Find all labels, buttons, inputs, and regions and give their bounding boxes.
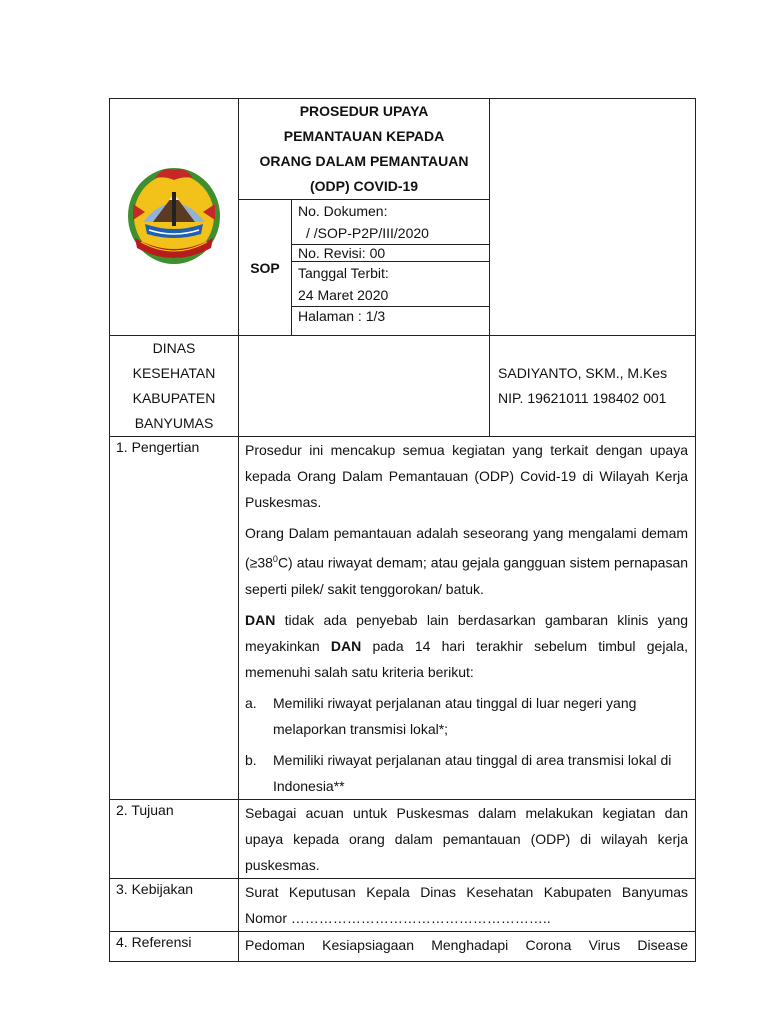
pengertian-paragraph-3 <box>245 607 688 685</box>
organization-cell <box>110 336 239 437</box>
org-line: BANYUMAS <box>134 415 214 431</box>
p2-part-b: C) atau riwayat demam; atau gejala gangguan sistem pernapasan seperti pilek/ sakit tenggorokan/ batuk. <box>245 554 689 597</box>
logo-cell <box>110 99 239 336</box>
pengertian-paragraph-2 <box>245 520 688 602</box>
tanggal-terbit-value: 24 Maret 2020 <box>298 287 389 303</box>
section-content-pengertian <box>239 437 696 800</box>
no-dokumen <box>292 200 490 245</box>
sop-table <box>109 98 696 962</box>
org-line: KESEHATAN <box>132 365 216 381</box>
section-content-referensi <box>239 931 696 961</box>
criteria-marker: a. <box>245 694 257 711</box>
header-empty-cell <box>490 99 696 336</box>
tujuan-text: Sebagai acuan untuk Puskesmas dalam melakukan kegiatan dan upaya kepada orang dalam pemantauan (ODP) di wilayah kerja puskesmas. <box>245 804 689 873</box>
p3-part-a: tidak ada penyebab lain berdasarkan gambaran klinis yang meyakinkan <box>245 611 689 654</box>
criteria-text: Memiliki riwayat perjalanan atau tinggal di luar negeri yang melaporkan transmisi lokal*; <box>273 694 637 737</box>
tanggal-terbit-label: Tanggal Terbit: <box>298 265 389 281</box>
section-content-kebijakan <box>239 878 696 931</box>
title-line: PROSEDUR UPAYA <box>299 103 429 119</box>
no-dokumen-value: / /SOP-P2P/III/2020 <box>306 225 429 241</box>
signatory-nip: NIP. 19621011 198402 001 <box>498 390 667 406</box>
criteria-text: Memiliki riwayat perjalanan atau tinggal di area transmisi lokal di Indonesia** <box>273 751 672 794</box>
p3-part-b: pada 14 hari terakhir sebelum timbul gejala, memenuhi salah satu kriteria berikut: <box>245 637 689 680</box>
title-line: PEMANTAUAN KEPADA <box>283 128 445 144</box>
org-line: KABUPATEN <box>132 390 216 406</box>
dan-keyword: DAN <box>245 611 276 628</box>
signatory-name: SADIYANTO, SKM., M.Kes <box>498 365 668 381</box>
tanggal-terbit <box>292 262 490 307</box>
dan-keyword: DAN <box>330 637 362 654</box>
pengertian-paragraph-1: Prosedur ini mencakup semua kegiatan yang terkait dengan upaya kepada Orang Dalam Pemantauan (ODP) Covid-19 di Wilayah Kerja Puskesmas. <box>245 442 689 510</box>
org-line: DINAS <box>152 340 196 356</box>
criteria-item <box>245 747 688 799</box>
section-label-kebijakan: 3. Kebijakan <box>110 878 239 931</box>
sop-title <box>239 99 490 200</box>
section-label-pengertian: 1. Pengertian <box>110 437 239 800</box>
sop-label: SOP <box>239 200 292 336</box>
criteria-item <box>245 690 688 742</box>
kebijakan-text: Surat Keputusan Kepala Dinas Kesehatan Kabupaten Banyumas Nomor ……………………………………………….. <box>245 883 689 926</box>
p2-part-a: Orang Dalam pemantauan adalah seseorang yang mengalami demam (≥38 <box>245 525 689 571</box>
section-label-referensi: 4. Referensi <box>110 931 239 961</box>
banyumas-emblem-icon <box>125 164 223 268</box>
no-revisi: No. Revisi: 00 <box>292 245 490 262</box>
no-dokumen-label: No. Dokumen: <box>298 203 388 219</box>
halaman: Halaman : 1/3 <box>292 307 490 336</box>
org-empty-cell <box>239 336 490 437</box>
title-line: (ODP) COVID-19 <box>309 178 419 194</box>
title-line: ORANG DALAM PEMANTAUAN <box>259 153 469 169</box>
section-content-tujuan <box>239 799 696 878</box>
signatory-cell <box>490 336 696 437</box>
referensi-text: Pedoman Kesiapsiagaan Menghadapi Corona Virus Disease <box>245 936 689 953</box>
p2-superscript: 0 <box>272 554 278 564</box>
section-label-tujuan: 2. Tujuan <box>110 799 239 878</box>
criteria-marker: b. <box>245 751 257 768</box>
